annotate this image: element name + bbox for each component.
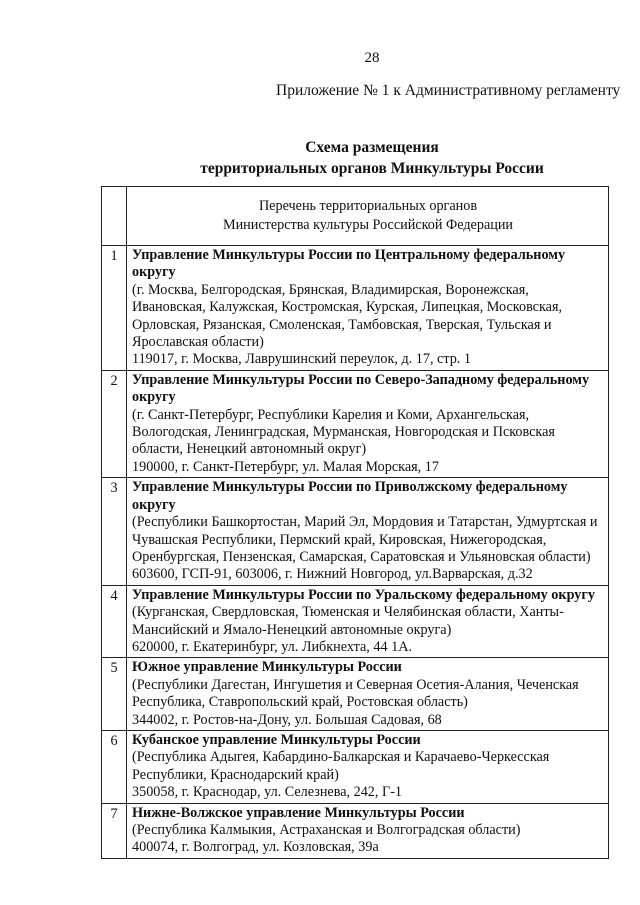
table-header-row: [102, 187, 609, 246]
office-regions: (Республики Башкортостан, Марий Эл, Мордовия и Татарстан, Удмуртская и Чувашская Республики, Пермский край, Кировская, Нижегородская, Оренбургская, Пензенская, Самарская, Саратовская и Ульяновская области): [132, 514, 598, 565]
office-name: Управление Минкультуры России по Северо-Западному федеральному округу: [132, 371, 590, 406]
row-content: [127, 246, 609, 371]
row-number: 5: [102, 658, 127, 731]
document-title: [52, 137, 640, 179]
row-content: [127, 478, 609, 585]
office-name: Управление Минкультуры России по Центральному федеральному округу: [132, 247, 566, 281]
row-number: 4: [102, 585, 127, 658]
row-number: 1: [102, 246, 127, 371]
table-row: [102, 478, 609, 585]
office-name: Управление Минкультуры России по Уральскому федеральному округу: [132, 586, 595, 603]
row-number: 6: [102, 730, 127, 803]
header-title-cell: [127, 187, 609, 246]
office-address: 603600, ГСП-91, 603006, г. Нижний Новгород, ул.Варварская, д.32: [132, 566, 533, 583]
row-content: [127, 730, 609, 803]
office-regions: (Республика Калмыкия, Астраханская и Волгоградская области): [132, 822, 521, 838]
table-row: [102, 658, 609, 731]
row-content: [127, 370, 609, 477]
appendix-reference: Приложение № 1 к Административному регламенту: [276, 82, 621, 99]
office-name: Нижне-Волжское управление Минкультуры России: [132, 804, 465, 821]
row-content: [127, 658, 609, 731]
table-row: [102, 246, 609, 371]
row-number: 3: [102, 478, 127, 585]
office-address: 350058, г. Краснодар, ул. Селезнева, 242, Г-1: [132, 784, 403, 801]
office-address: 344002, г. Ростов-на-Дону, ул. Большая Садовая, 68: [132, 711, 442, 728]
office-name: Кубанское управление Минкультуры России: [132, 731, 421, 748]
row-content: [127, 803, 609, 858]
office-name: Управление Минкультуры России по Приволжскому федеральному округу: [132, 479, 568, 513]
row-number: 2: [102, 370, 127, 477]
territorial-bodies-table: [101, 186, 609, 859]
page-number: 28: [364, 50, 380, 66]
table-row: [102, 803, 609, 858]
office-address: 620000, г. Екатеринбург, ул. Либкнехта, 44 1А.: [132, 638, 412, 655]
header-line-2: Министерства культуры Российской Федерации: [222, 217, 514, 233]
office-regions: (Республика Адыгея, Кабардино-Балкарская и Карачаево-Черкесская Республики, Краснодарский край): [132, 749, 550, 783]
title-line-2: территориальных органов Минкультуры России: [200, 160, 544, 177]
office-address: 400074, г. Волгоград, ул. Козловская, 39а: [132, 839, 379, 856]
office-regions: (г. Санкт-Петербург, Республики Карелия и Коми, Архангельская, Вологодская, Ленинградская, Мурманская, Новгородская и Псковская области, Ненецкий автономный округ): [132, 406, 555, 458]
table-row: [102, 370, 609, 477]
row-content: [127, 585, 609, 658]
table-row: [102, 585, 609, 658]
office-regions: (Республики Дагестан, Ингушетия и Северная Осетия-Алания, Чеченская Республика, Ставропольский край, Ростовская область): [132, 676, 579, 711]
row-number: 7: [102, 803, 127, 858]
office-address: 119017, г. Москва, Лаврушинский переулок, д. 17, стр. 1: [132, 351, 471, 368]
office-address: 190000, г. Санкт-Петербург, ул. Малая Морская, 17: [132, 458, 439, 475]
office-name: Южное управление Минкультуры России: [132, 659, 402, 676]
title-line-1: Схема размещения: [305, 139, 439, 156]
office-regions: (Курганская, Свердловская, Тюменская и Челябинская области, Ханты-Мансийский и Ямало-Ненецкий автономные округа): [132, 604, 564, 638]
header-line-1: Перечень территориальных органов: [258, 198, 478, 214]
office-regions: (г. Москва, Белгородская, Брянская, Владимирская, Воронежская, Ивановская, Калужская, Костромская, Курская, Липецкая, Московская, Орловская, Рязанская, Смоленская, Тамбовская, Тверская, Тульская и Ярославская области): [132, 281, 563, 351]
table-row: [102, 730, 609, 803]
header-number-cell: [102, 187, 127, 246]
